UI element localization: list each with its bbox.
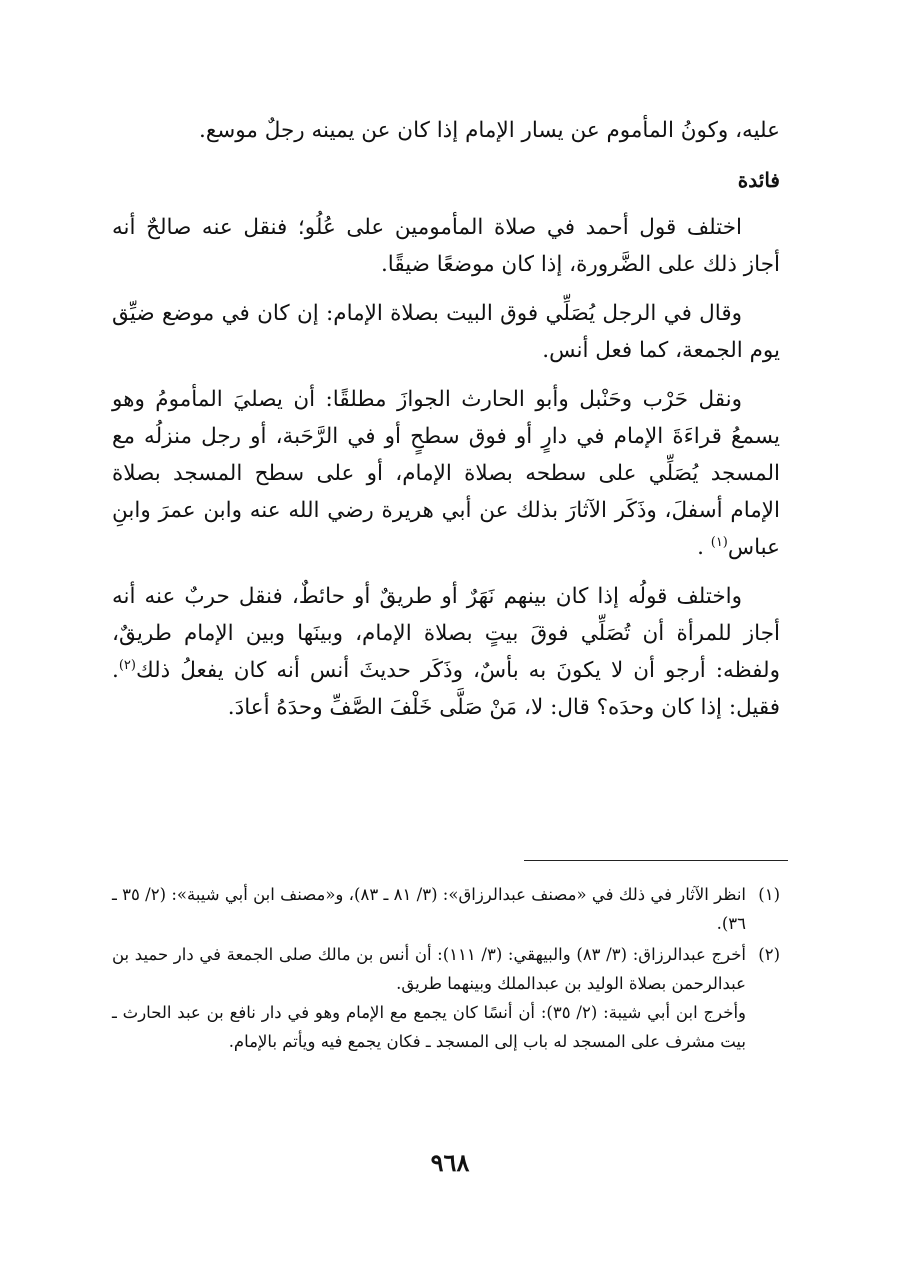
footnotes — [112, 880, 780, 1058]
footnote-ref-1: (١) — [710, 534, 728, 550]
footnote-1 — [112, 880, 780, 938]
paragraph-3-end: . — [697, 535, 711, 560]
footnote-2 — [112, 940, 780, 1056]
main-text — [112, 112, 780, 726]
footnote-2-line-2: وأخرج ابن أبي شيبة: (٢/ ٣٥): أن أنسًا كان يجمع مع الإمام وهو في دار نافع بن عبد الحارث ـ بيت مشرف على المسجد له باب إلى المسجد ـ فكان يجمع فيه ويأتم بالإمام. — [112, 1003, 747, 1051]
footnote-1-body — [112, 880, 746, 938]
footnote-2-body — [112, 940, 746, 1056]
footnote-ref-2: (٢) — [118, 657, 136, 673]
footnote-1-line-1: انظر الآثار في ذلك في «مصنف عبدالرزاق»: (٣/ ٨١ ـ ٨٣)، و«مصنف ابن أبي شيبة»: (٢/ ٣٥ ـ ٣٦). — [112, 885, 746, 933]
footnote-2-number: (٢) — [758, 945, 780, 964]
paragraph-3 — [112, 381, 780, 566]
paragraph-4 — [112, 578, 780, 726]
footnote-divider — [524, 860, 788, 861]
footnote-2-line-1: أخرج عبدالرزاق: (٣/ ٨٣) والبيهقي: (٣/ ١١١): أن أنس بن مالك صلى الجمعة في دار حميد بن عبدالرحمن بصلاة الوليد بن عبدالملك وبينهما طريق. — [112, 945, 746, 993]
paragraph-3-text: ونقل حَرْب وحَنْبل وأبو الحارث الجوازَ مطلقًا: أن يصليَ المأمومُ وهو يسمعُ قراءَةَ الإمام في دارٍ أو فوق سطحٍ أو في الرَّحَبة، أو رجل منزلُه مع المسجد يُصَلِّي على سطحه بصلاة الإمام، أو على سطح المسجد بصلاة الإمام أسفلَ، وذَكَر الآثارَ بذلك عن أبي هريرة رضي الله عنه وابن عمرَ وابنِ عباس — [112, 387, 780, 560]
opening-paragraph: عليه، وكونُ المأموم عن يسار الإمام إذا كان عن يمينه رجلٌ موسع. — [198, 118, 780, 143]
page-number: ٩٦٨ — [430, 1148, 470, 1177]
page-body — [112, 112, 780, 738]
section-heading: فائدة — [737, 168, 780, 192]
paragraph-4-text: واختلف قولُه إذا كان بينهم نَهَرٌ أو طريقٌ أو حائطٌ، فنقل حربٌ عنه أنه أجاز للمرأة أن تُصَلِّي فوقَ بيتٍ بصلاة الإمام، وبينَها وبين الإمام طريقٌ، ولفظه: أرجو أن لا يكونَ به بأسٌ، وذَكَر حديثَ أنس أنه كان يفعلُ ذلك — [112, 584, 780, 683]
footnote-1-number: (١) — [758, 885, 780, 904]
paragraph-2: وقال في الرجل يُصَلِّي فوق البيت بصلاة الإمام: إن كان في موضع ضيِّق يوم الجمعة، كما فعل أنس. — [112, 301, 780, 363]
paragraph-1: اختلف قول أحمد في صلاة المأمومين على عُلُو؛ فنقل عنه صالحٌ أنه أجاز ذلك على الضَّرورة، إذا كان موضعًا ضيقًا. — [112, 215, 780, 277]
paragraph-4-end: . فقيل: إذا كان وحدَه؟ قال: لا، مَنْ صَلَّى خَلْفَ الصَّفِّ وحدَهُ أعادَ. — [112, 658, 780, 720]
